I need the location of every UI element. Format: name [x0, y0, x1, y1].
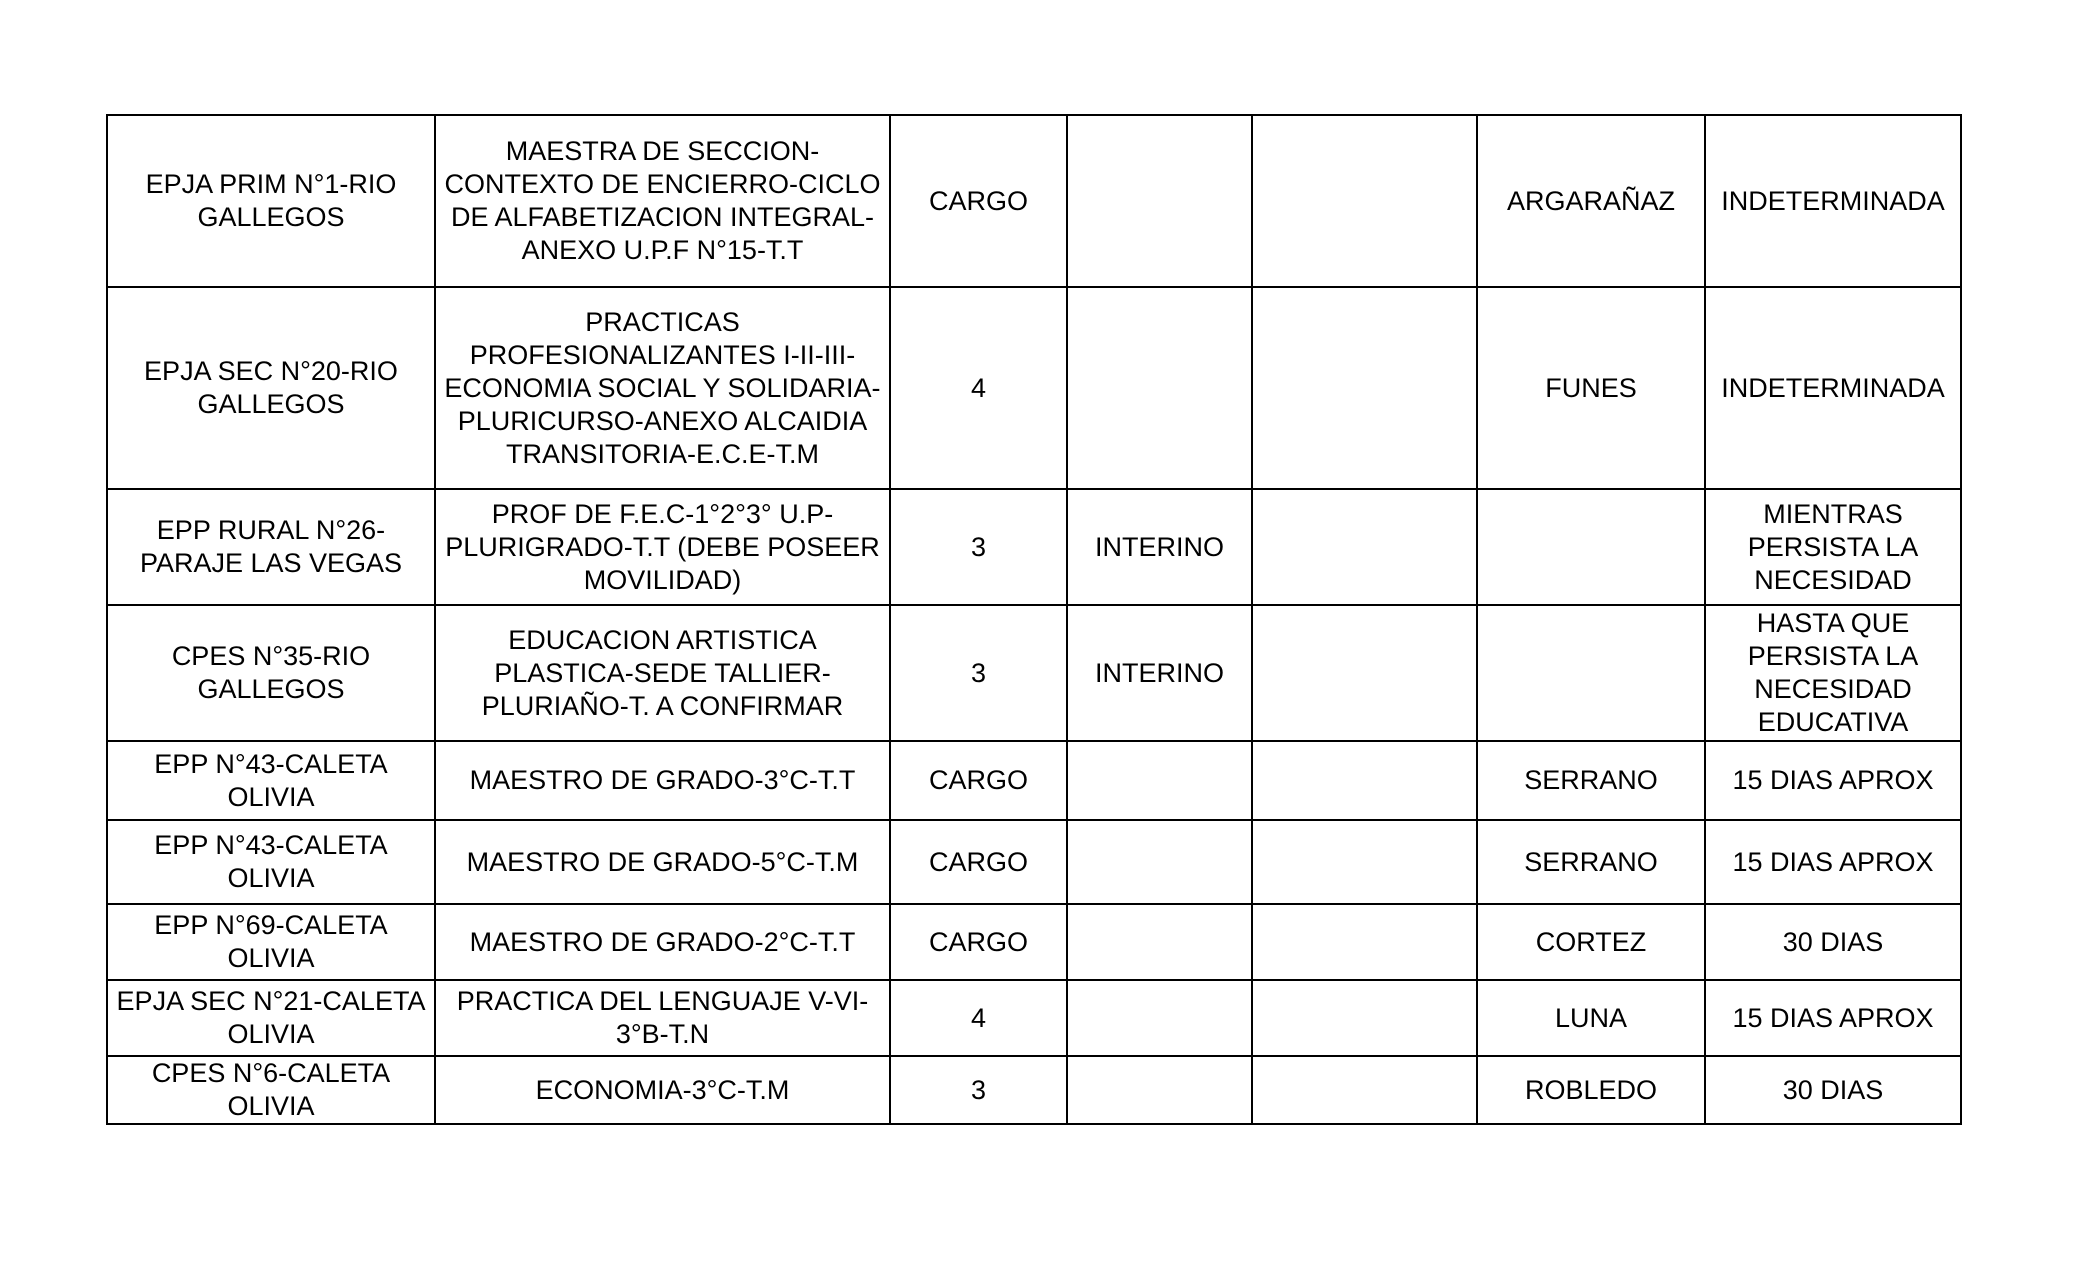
replaced-teacher-cell: SERRANO — [1477, 741, 1705, 820]
position-cell: ECONOMIA-3°C-T.M — [435, 1056, 890, 1124]
table-row — [107, 820, 1961, 904]
duration-cell: INDETERMINADA — [1705, 115, 1961, 287]
school-cell: EPJA SEC N°20-RIO GALLEGOS — [107, 287, 435, 489]
school-cell: EPP N°69-CALETA OLIVIA — [107, 904, 435, 980]
duration-cell: 30 DIAS — [1705, 904, 1961, 980]
replaced-teacher-cell: ROBLEDO — [1477, 1056, 1705, 1124]
duration-cell: HASTA QUE PERSISTA LA NECESIDAD EDUCATIVA — [1705, 605, 1961, 741]
table-row — [107, 489, 1961, 605]
empty-cell — [1252, 904, 1477, 980]
duration-cell: 15 DIAS APROX — [1705, 820, 1961, 904]
position-cell: EDUCACION ARTISTICA PLASTICA-SEDE TALLIER- PLURIAÑO-T. A CONFIRMAR — [435, 605, 890, 741]
replaced-teacher-cell — [1477, 489, 1705, 605]
hours-cell: 3 — [890, 605, 1067, 741]
hours-cell: 3 — [890, 489, 1067, 605]
empty-cell — [1252, 820, 1477, 904]
hours-cell: CARGO — [890, 115, 1067, 287]
status-cell — [1067, 287, 1252, 489]
empty-cell — [1252, 287, 1477, 489]
school-cell: EPJA PRIM N°1-RIO GALLEGOS — [107, 115, 435, 287]
empty-cell — [1252, 741, 1477, 820]
table-row — [107, 287, 1961, 489]
status-cell: INTERINO — [1067, 489, 1252, 605]
table-row — [107, 115, 1961, 287]
replaced-teacher-cell: FUNES — [1477, 287, 1705, 489]
duration-cell: 30 DIAS — [1705, 1056, 1961, 1124]
table-row — [107, 904, 1961, 980]
status-cell — [1067, 820, 1252, 904]
table-row — [107, 741, 1961, 820]
replaced-teacher-cell: ARGARAÑAZ — [1477, 115, 1705, 287]
status-cell — [1067, 741, 1252, 820]
replaced-teacher-cell: SERRANO — [1477, 820, 1705, 904]
position-cell: MAESTRO DE GRADO-3°C-T.T — [435, 741, 890, 820]
table-row — [107, 980, 1961, 1056]
hours-cell: CARGO — [890, 904, 1067, 980]
school-cell: EPP RURAL N°26- PARAJE LAS VEGAS — [107, 489, 435, 605]
hours-cell: 4 — [890, 980, 1067, 1056]
school-cell: CPES N°35-RIO GALLEGOS — [107, 605, 435, 741]
duration-cell: 15 DIAS APROX — [1705, 741, 1961, 820]
replaced-teacher-cell: LUNA — [1477, 980, 1705, 1056]
hours-cell: 3 — [890, 1056, 1067, 1124]
school-cell: EPJA SEC N°21-CALETA OLIVIA — [107, 980, 435, 1056]
empty-cell — [1252, 489, 1477, 605]
school-cell: CPES N°6-CALETA OLIVIA — [107, 1056, 435, 1124]
hours-cell: CARGO — [890, 741, 1067, 820]
status-cell — [1067, 904, 1252, 980]
table-row — [107, 605, 1961, 741]
vacancies-table — [106, 114, 1962, 1125]
table-row — [107, 1056, 1961, 1124]
duration-cell: MIENTRAS PERSISTA LA NECESIDAD — [1705, 489, 1961, 605]
empty-cell — [1252, 1056, 1477, 1124]
school-cell: EPP N°43-CALETA OLIVIA — [107, 820, 435, 904]
status-cell — [1067, 980, 1252, 1056]
empty-cell — [1252, 605, 1477, 741]
school-cell: EPP N°43-CALETA OLIVIA — [107, 741, 435, 820]
position-cell: PRACTICAS PROFESIONALIZANTES I-II-III- ECONOMIA SOCIAL Y SOLIDARIA- PLURICURSO-ANEXO ALCAIDIA TRANSITORIA-E.C.E-T.M — [435, 287, 890, 489]
position-cell: PRACTICA DEL LENGUAJE V-VI- 3°B-T.N — [435, 980, 890, 1056]
hours-cell: 4 — [890, 287, 1067, 489]
position-cell: MAESTRO DE GRADO-2°C-T.T — [435, 904, 890, 980]
replaced-teacher-cell: CORTEZ — [1477, 904, 1705, 980]
duration-cell: INDETERMINADA — [1705, 287, 1961, 489]
position-cell: MAESTRO DE GRADO-5°C-T.M — [435, 820, 890, 904]
hours-cell: CARGO — [890, 820, 1067, 904]
status-cell: INTERINO — [1067, 605, 1252, 741]
replaced-teacher-cell — [1477, 605, 1705, 741]
status-cell — [1067, 1056, 1252, 1124]
duration-cell: 15 DIAS APROX — [1705, 980, 1961, 1056]
position-cell: MAESTRA DE SECCION- CONTEXTO DE ENCIERRO-CICLO DE ALFABETIZACION INTEGRAL- ANEXO U.P.F N°15-T.T — [435, 115, 890, 287]
empty-cell — [1252, 980, 1477, 1056]
position-cell: PROF DE F.E.C-1°2°3° U.P- PLURIGRADO-T.T (DEBE POSEER MOVILIDAD) — [435, 489, 890, 605]
empty-cell — [1252, 115, 1477, 287]
status-cell — [1067, 115, 1252, 287]
